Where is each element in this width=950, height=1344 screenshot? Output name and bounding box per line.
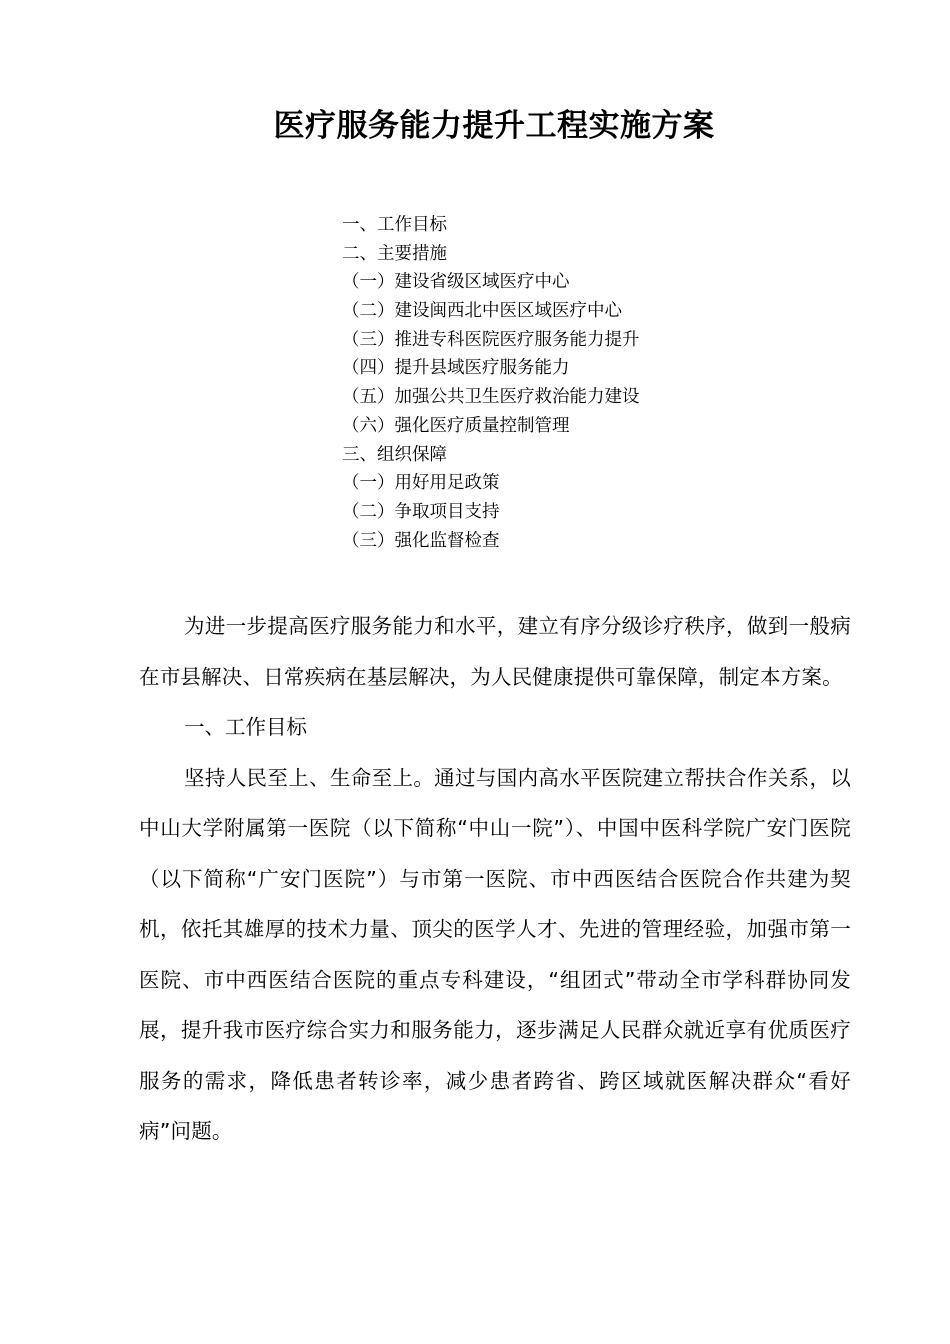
toc-item: （二）争取项目支持 [342, 501, 500, 522]
toc-item: 一、工作目标 [342, 215, 447, 235]
toc-item: （一）建设省级区域医疗中心 [342, 272, 570, 293]
toc-item: 二、主要措施 [342, 243, 447, 264]
toc-item: （六）强化医疗质量控制管理 [342, 415, 570, 436]
table-of-contents [342, 211, 640, 555]
intro-paragraph: 为进一步提高医疗服务能力和水平，建立有序分级诊疗秩序，做到一般病在市县解决、日常疾病在基层解决，为人民健康提供可靠保障，制定本方案。 [139, 614, 851, 689]
toc-item: （四）提升县域医疗服务能力 [342, 358, 570, 379]
work-goals-paragraph: 坚持人民至上、生命至上。通过与国内高水平医院建立帮扶合作关系，以中山大学附属第一医院（以下简称“中山一院”）、中国中医科学院广安门医院（以下简称“广安门医院”）与市第一医院、市中西医结合医院合作共建为契机，依托其雄厚的技术力量、顶尖的医学人才、先进的管理经验，加强市第一医院、市中西医结合医院的重点专科建设，“组团式”带动全市学科群协同发展，提升我市医疗综合实力和服务能力，逐步满足人民群众就近享有优质医疗服务的需求，降低患者转诊率，减少患者跨省、跨区域就医解决群众“看好病”问题。 [139, 765, 851, 1143]
toc-item: （五）加强公共卫生医疗救治能力建设 [342, 387, 640, 408]
toc-item: 三、组织保障 [342, 444, 447, 465]
toc-item: （二）建设闽西北中医区域医疗中心 [342, 301, 622, 322]
toc-item: （三）强化监督检查 [342, 530, 500, 551]
toc-item: （一）用好用足政策 [342, 473, 500, 494]
document-body [139, 601, 851, 1157]
section-heading-work-goals: 一、工作目标 [184, 715, 307, 739]
document-title: 医疗服务能力提升工程实施方案 [273, 108, 715, 144]
toc-item: （三）推进专科医院医疗服务能力提升 [342, 329, 640, 350]
